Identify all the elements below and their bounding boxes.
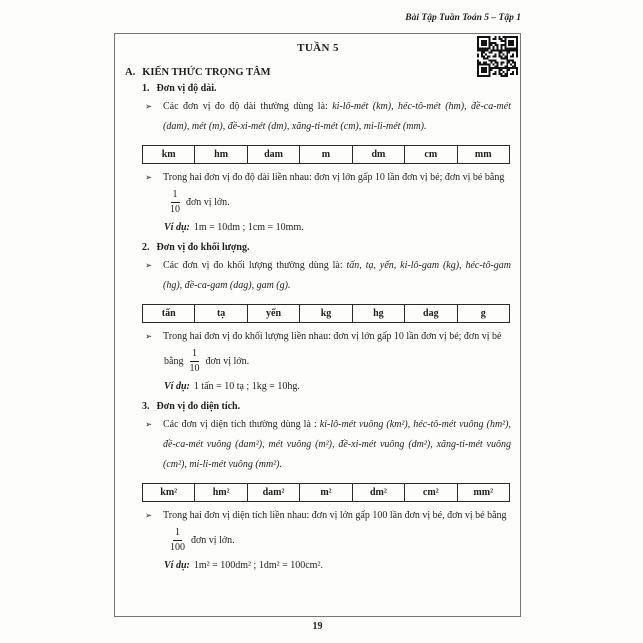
bullet-paragraph [145, 506, 511, 526]
fraction-line [164, 348, 511, 375]
units-table-area [142, 483, 510, 502]
main-heading [125, 67, 511, 78]
bullet-text: Trong hai đơn vị diện tích liền nhau: đơn vị lớn gấp 100 lần đơn vị bé, đơn vị bé bằng [163, 510, 507, 521]
fraction [170, 189, 180, 216]
table-cell: dm [352, 146, 404, 164]
section-heading [142, 83, 511, 94]
fraction [170, 527, 185, 554]
unit-list: tấn, tạ, yến, ki-lô-gam (kg), héc-tô-gam (hg), đề-ca-gam (dag), gam (g). [163, 260, 511, 291]
book-title-header: Bài Tập Tuần Toán 5 – Tập 1 [405, 13, 521, 23]
arrow-bullet-icon: ➢ [145, 173, 153, 183]
example-line [164, 378, 511, 396]
section-title: Đơn vị đo diện tích. [156, 401, 241, 412]
table-cell: cm [405, 146, 457, 164]
table-cell: hm² [195, 484, 247, 502]
section-number: 1. [142, 83, 150, 94]
main-heading-letter: A. [125, 67, 136, 78]
main-heading-text: KIẾN THỨC TRỌNG TÂM [142, 67, 271, 78]
fraction-denominator: 100 [170, 542, 185, 553]
table-cell: km² [143, 484, 195, 502]
units-table-mass [142, 304, 510, 323]
table-cell: yến [247, 305, 299, 323]
page-number: 19 [312, 621, 323, 632]
arrow-bullet-icon: ➢ [145, 102, 153, 112]
bullet-paragraph [145, 256, 511, 296]
unit-list: ki-lô-mét vuông (km²), héc-tô-mét vuông (hm²), đề-ca-mét vuông (dam²), mét vuông (m²), đề-xi-mét vuông (dm²), xăng-ti-mét vuông (cm²), mi-li-mét vuông (mm²). [163, 419, 511, 470]
arrow-bullet-icon: ➢ [145, 420, 153, 430]
example-text: 1m = 10dm ; 1cm = 10mm. [193, 222, 304, 233]
bullet-lead: Các đơn vị đo độ dài thường dùng là: [163, 101, 333, 112]
example-label: Ví dụ: [164, 222, 190, 233]
table-cell: tạ [195, 305, 247, 323]
example-label: Ví dụ: [164, 560, 190, 571]
example-line [164, 219, 511, 237]
table-cell: mm² [457, 484, 509, 502]
bullet-lead: Các đơn vị diện tích thường dùng là : [163, 419, 320, 430]
arrow-bullet-icon: ➢ [145, 511, 153, 521]
table-cell: km [143, 146, 195, 164]
bullet-paragraph [145, 168, 511, 188]
arrow-bullet-icon: ➢ [145, 261, 153, 271]
fraction-suffix: đơn vị lớn. [205, 356, 250, 367]
table-cell: tấn [143, 305, 195, 323]
fraction-denominator: 10 [170, 204, 180, 215]
unit-list: ki-lô-mét (km), héc-tô-mét (hm), đề-ca-mét (dam), mét (m), đề-xi-mét (dm), xăng-ti-mét (cm), mi-li-mét (mm). [163, 101, 512, 132]
qr-code [477, 36, 518, 77]
bullet-text [163, 97, 511, 137]
bullet-paragraph [145, 415, 511, 475]
section-area [125, 401, 511, 575]
example-text: 1 tấn = 10 tạ ; 1kg = 10hg. [193, 381, 300, 392]
example-line [164, 557, 511, 575]
fraction-line [164, 527, 511, 554]
table-cell: hg [352, 305, 404, 323]
page-content-frame [114, 33, 521, 617]
table-cell: mm [457, 146, 509, 164]
fraction-suffix: đơn vị lớn. [186, 197, 230, 208]
bullet-paragraph [145, 97, 511, 137]
section-heading [142, 401, 511, 412]
section-number: 3. [142, 401, 150, 412]
fraction-numerator: 1 [190, 348, 199, 362]
bullet-text [163, 256, 511, 296]
fraction [189, 348, 199, 375]
section-mass [125, 242, 511, 396]
week-title: TUẦN 5 [297, 42, 339, 54]
table-cell: hm [195, 146, 247, 164]
section-heading [142, 242, 511, 253]
table-cell: m² [300, 484, 352, 502]
section-number: 2. [142, 242, 150, 253]
table-cell: dag [405, 305, 457, 323]
fraction-line [164, 189, 511, 216]
section-title: Đơn vị đo khối lượng. [156, 242, 250, 253]
table-cell: dam [247, 146, 299, 164]
example-text: 1m² = 100dm² ; 1dm² = 100cm². [193, 560, 323, 571]
section-title: Đơn vị độ dài. [156, 83, 217, 94]
table-cell: cm² [405, 484, 457, 502]
bullet-text: Trong hai đơn vị đo khối lượng liền nhau: đơn vị lớn gấp 10 lần đơn vị bé; đơn vị bé [163, 331, 502, 342]
fraction-numerator: 1 [171, 189, 180, 203]
fraction-numerator: 1 [173, 527, 182, 541]
bullet-text: Trong hai đơn vị đo độ dài liền nhau: đơn vị lớn gấp 10 lần đơn vị bé; đơn vị bé bằng [163, 172, 505, 183]
bullet-paragraph [145, 327, 511, 347]
table-cell: dm² [352, 484, 404, 502]
fraction-denominator: 10 [189, 363, 200, 374]
example-label: Ví dụ: [164, 381, 190, 392]
table-cell: g [457, 305, 509, 323]
bullet-text [163, 415, 511, 475]
table-cell: dam² [247, 484, 299, 502]
fraction-suffix: đơn vị lớn. [191, 535, 235, 546]
bullet-lead: Các đơn vị đo khối lượng thường dùng là: [163, 260, 347, 271]
arrow-bullet-icon: ➢ [145, 332, 153, 342]
section-length [125, 83, 511, 237]
table-cell: kg [300, 305, 352, 323]
fraction-prefix: bằng [164, 356, 184, 367]
table-cell: m [300, 146, 352, 164]
units-table-length [142, 145, 510, 164]
